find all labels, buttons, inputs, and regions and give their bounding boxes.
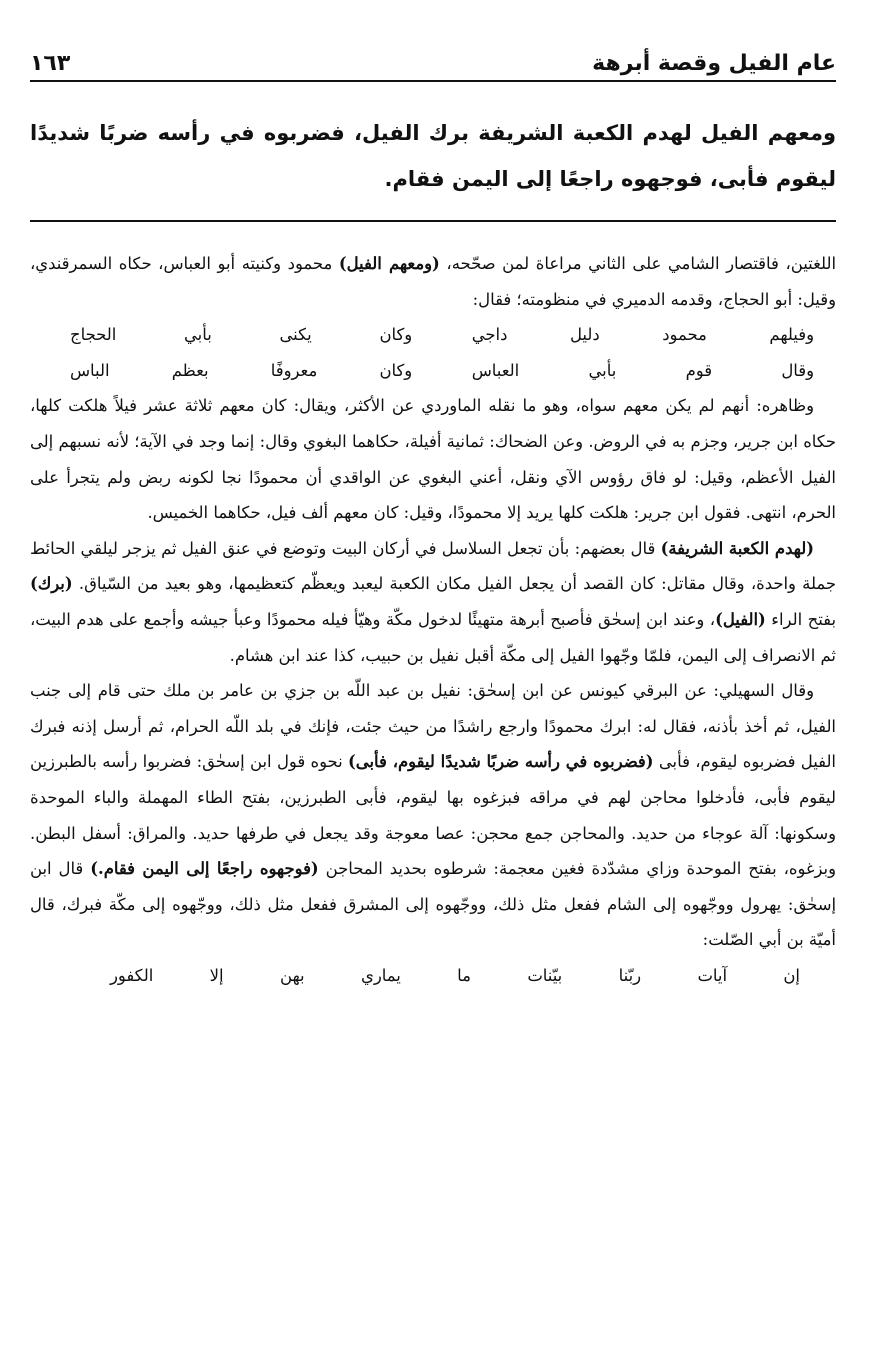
commentary-text: اللغتين، فاقتصار الشامي على الثاني مراعاة لمن صحّحه، [446, 254, 837, 273]
poem-hemistich-first: وقال قوم بأبي العباس [471, 360, 814, 380]
commentary [30, 246, 836, 993]
poem-verse [70, 353, 814, 389]
poem-hemistich-first: وفيلهم محمود دليل داجي [471, 325, 814, 345]
poem-hemistich-second: وكان معروفًا بعظم الباس [70, 360, 413, 380]
commentary-text: محمود وكنيته أبو العباس، حكاه السمرقندي، وقيل: أبو الحجاج، وقدمه الدميري في منظومته؛ فقال: [30, 254, 836, 309]
poem [30, 317, 836, 388]
book-page [30, 30, 836, 1340]
main-text: ومعهم الفيل لهدم الكعبة الشريفة برك الفيل، فضربوه في رأسه ضربًا شديدًا ليقوم فأبى، فوجهوه راجعًا إلى اليمن فقام. [30, 121, 836, 191]
commentary-paragraph-3 [30, 531, 836, 673]
commentary-text: قال ابن إسحٰق: يهرول ووجّهوه إلى الشام ففعل مثل ذلك، ووجّهوه إلى المشرق ففعل مثل ذلك، ووجّهوه إلى مكّة فبرك، قال أميّة بن أبي الصّلت: [30, 859, 836, 950]
quoted-matn: (لهدم الكعبة الشريفة) [660, 538, 814, 558]
poem-verse [70, 317, 814, 353]
page-number: ١٦٣ [30, 51, 71, 76]
quoted-matn: (فضربوه في رأسه ضربًا شديدًا ليقوم، فأبى) [348, 752, 654, 772]
quoted-matn: (الفيل) [715, 609, 766, 629]
commentary-paragraph-4 [30, 673, 836, 958]
commentary-paragraph-2: وظاهره: أنهم لم يكن معهم سواه، وهو ما نقله الماوردي عن الأكثر، ويقال: كان معهم ثلاثة عشر فيلاً هلكت كلها، حكاه ابن جرير، وجزم به في الروض. وعن الضحاك: ثمانية أفيلة، حكاهما البغوي وقال: إنما وجد في الآية؛ لأنه نسبهم إلى الفيل الأعظم، وقيل: لو فاق رؤوس الآي ونقل، أعني البغوي عن الواقدي أن محمودًا نجا لكونه ربض ولم يتجرأ على الحرم، انتهى. فقول ابن جرير: هلكت كلها يريد إلا محمودًا، وقيل: كان معهم ألف فيل، حكاهما الخميس. [30, 396, 836, 523]
commentary-paragraph-1 [30, 246, 836, 317]
chapter-title: عام الفيل وقصة أبرهة [592, 51, 836, 76]
commentary-text: ، وعند ابن إسحٰق فأصبح أبرهة متهيئًا لدخول مكّة وهيّأ فيله محمودًا وعبأ جيشه وأجمع على هدم البيت، ثم الانصراف إلى اليمن، فلمّا وجّهوا الفيل إلى مكّة أقبل نفيل بن حبيب، كذا عند ابن هشام. [30, 609, 836, 665]
commentary-text: قال بعضهم: بأن تجعل السلاسل في أركان البيت وتوضع في عنق الفيل ثم يزجر ليلقي الحائط جملة واحدة، وقال مقاتل: كان القصد أن يجعل الفيل مكان الكعبة ليعبد ويعظّم كتعظيمها، وهو بعيد من السّياق. [30, 538, 837, 594]
commentary-text: بفتح الراء [771, 609, 836, 629]
quoted-matn: (فوجهوه راجعًا إلى اليمن فقام.) [90, 859, 319, 879]
commentary-text: نحوه قول ابن إسحٰق: فضربوا رأسه بالطبرزين ليقوم فأبى، فأدخلوا محاجن لهم في مراقه فبزغوه بها ليقوم، فأبى الطبرزين، بفتح الطاء المهملة والباء الموحدة وسكونها: آلة عوجاء من حديد. والمحاجن جمع محجن: عصا معوجة وقد يجعل في طرفها حديد. والمراق: أسفل البطن. وبزغوه، بفتح الموحدة وزاي مشدّدة فغين معجمة: شرطوه بحديد المحاجن [30, 752, 837, 879]
section-divider [30, 220, 836, 222]
poem-hemistich-second: وكان يكنى بأبي الحجاج [70, 325, 413, 345]
running-header [30, 30, 836, 82]
commentary-text: وقال السهيلي: عن البرقي كيونس عن ابن إسحٰق: نفيل بن عبد اللّه بن جزي بن عامر بن ملك حتى قام إلى جنب الفيل، ثم أخذ بأذنه، فقال له: ابرك محمودًا وارجع راشدًا من حيث جئت، فإنك في بلد اللّه الحرام، ثم أرسل إذنه فبرك الفيل فضربوه ليقوم، فأبى [30, 681, 836, 772]
closing-verse: إن آيات ربّنا بيّنات ما يماري بهن إلا الكفور [110, 965, 800, 985]
quoted-matn: (برك) [30, 574, 73, 594]
quoted-matn: (ومعهم الفيل) [338, 254, 440, 273]
